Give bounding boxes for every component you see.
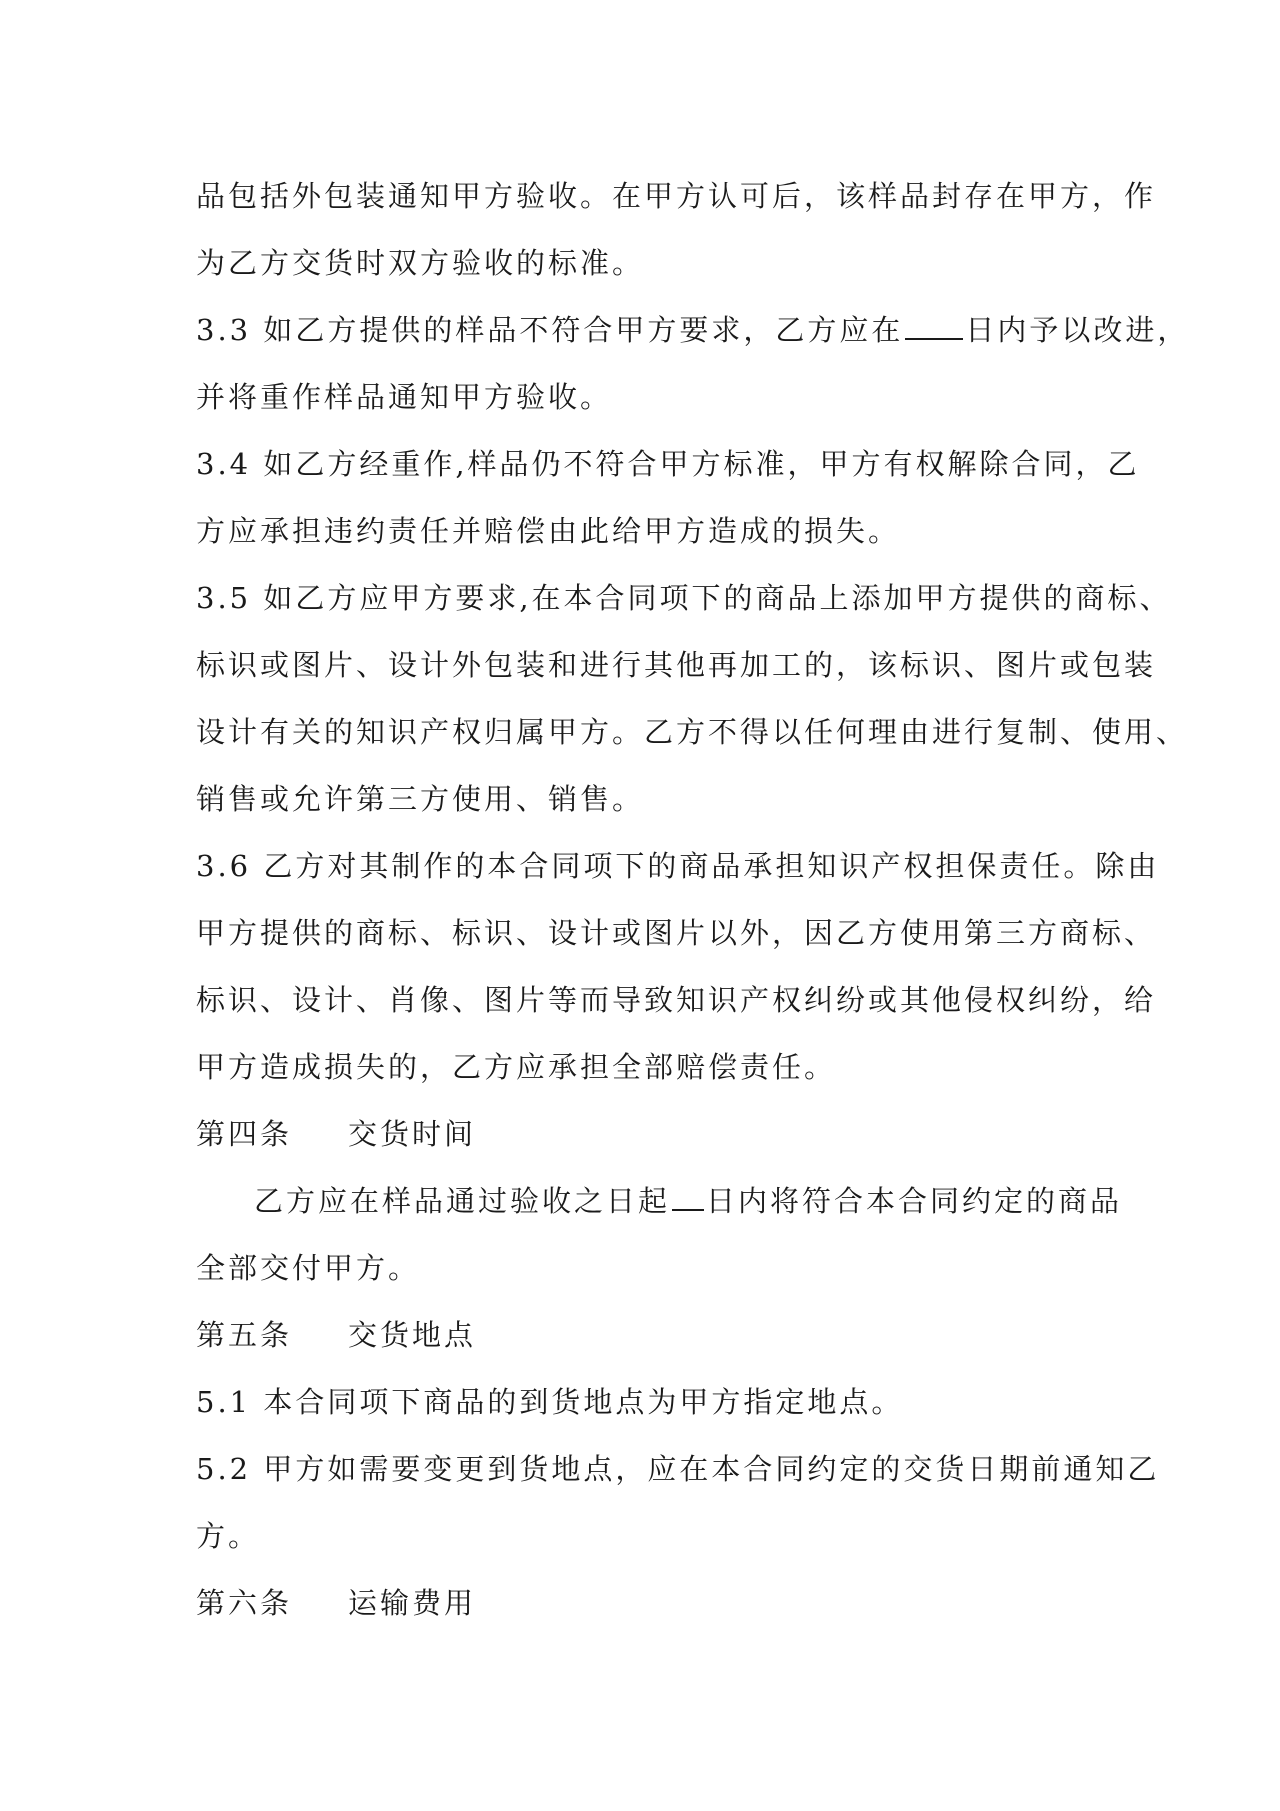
paragraph-line: 甲方造成损失的，乙方应承担全部赔偿责任。 [196,1050,837,1084]
article-4-heading [196,1101,1092,1168]
clause-text: 日内将符合本合同约定的商品 [706,1184,1123,1218]
clause-3-5-line: 3.5 如乙方应甲方要求,在本合同项下的商品上添加甲方提供的商标、 [196,581,1172,615]
article-6-heading [196,1570,1092,1637]
paragraph-line: 并将重作样品通知甲方验收。 [196,380,613,414]
article-number: 第四条 [196,1117,293,1151]
article-number: 第五条 [196,1318,293,1352]
article-title: 交货地点 [348,1318,477,1352]
article-number: 第六条 [196,1586,293,1620]
paragraph-line: 甲方提供的商标、标识、设计或图片以外，因乙方使用第三方商标、 [196,916,1157,950]
article-5-heading [196,1302,1092,1369]
paragraph-line: 全部交付甲方。 [196,1251,421,1285]
clause-3-4-line: 3.4 如乙方经重作,样品仍不符合甲方标准，甲方有权解除合同，乙 [196,447,1140,481]
fill-blank-days [672,1185,704,1211]
clause-3-6-line: 3.6 乙方对其制作的本合同项下的商品承担知识产权担保责任。除由 [196,849,1160,883]
paragraph-line: 标识、设计、肖像、图片等而导致知识产权纠纷或其他侵权纠纷，给 [196,983,1157,1017]
contract-page [196,163,1190,1637]
fill-blank-days [905,314,963,340]
paragraph-line: 品包括外包装通知甲方验收。在甲方认可后，该样品封存在甲方，作 [196,179,1157,213]
article-title: 运输费用 [348,1586,477,1620]
paragraph-line: 标识或图片、设计外包装和进行其他再加工的，该标识、图片或包装 [196,648,1157,682]
clause-5-2-line: 5.2 甲方如需要变更到货地点，应在本合同约定的交货日期前通知乙 [196,1452,1160,1486]
clause-text: 3.3 如乙方提供的样品不符合甲方要求，乙方应在 [196,313,904,347]
paragraph-line: 方。 [196,1519,261,1553]
article-title: 交货时间 [348,1117,477,1151]
paragraph-line: 方应承担违约责任并赔偿由此给甲方造成的损失。 [196,514,901,548]
clause-text: 日内予以改进， [965,313,1190,347]
article-4-body-line [196,1168,1123,1235]
paragraph-line: 销售或允许第三方使用、销售。 [196,782,645,816]
paragraph-line: 设计有关的知识产权归属甲方。乙方不得以任何理由进行复制、使用、 [196,715,1189,749]
clause-5-1-line: 5.1 本合同项下商品的到货地点为甲方指定地点。 [196,1385,904,1419]
paragraph-line: 为乙方交货时双方验收的标准。 [196,246,645,280]
clause-text: 乙方应在样品通过验收之日起 [254,1184,671,1218]
clause-3-3-line [196,297,1190,364]
